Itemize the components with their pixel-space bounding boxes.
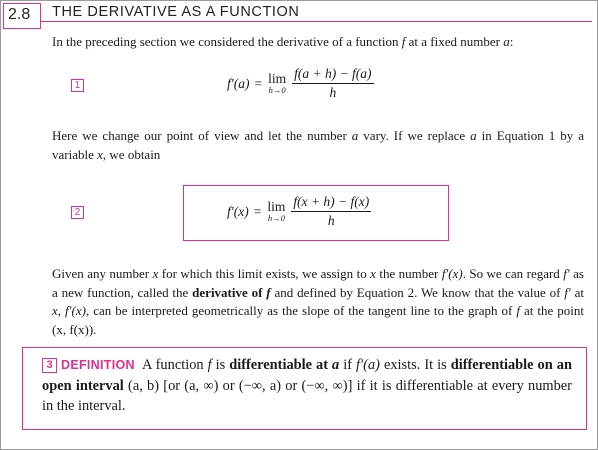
paragraph-3: Given any number x for which this limit exists, we assign to x the number f′(x). So we can regard f′ as a new function, called the derivative of f and defined by Equation 2. We know that the value of f′ at x, f′(x), can be interpreted geometrically as the slope of the tangent line to the graph of f at the point (x, f(x)). xyxy=(52,266,584,337)
equation-1: f′(a) = lim h→0 $\frac{f(a + h) - f(a)}{h}$ xyxy=(227,66,372,100)
definition-3: 3 DEFINITION A function f is differentiable at a if f′(a) exists. It is differentiable on an open interval (a, b) [or (a, ∞) or (−∞, a) or (−∞, ∞)] if it is differentiable at every number in the interval. xyxy=(42,357,572,414)
section-number: 2.8 xyxy=(3,3,41,29)
section-title: THE DERIVATIVE AS A FUNCTION xyxy=(52,4,300,20)
definition-label: DEFINITION xyxy=(61,358,135,372)
title-rule xyxy=(41,21,592,22)
equation-2-number: 2 xyxy=(71,206,84,219)
equation-1-number: 1 xyxy=(71,79,84,92)
paragraph-2: Here we change our point of view and let the number a vary. If we replace a in Equation 1 by a variable x, we obtain xyxy=(52,128,585,162)
definition-number: 3 xyxy=(42,358,57,373)
intro-paragraph: In the preceding section we considered the derivative of a function f at a fixed number a: xyxy=(52,34,514,49)
equation-2: f′(x) = lim h→0 $\frac{f(x + h) - f(x)}{h}$ xyxy=(227,194,370,228)
